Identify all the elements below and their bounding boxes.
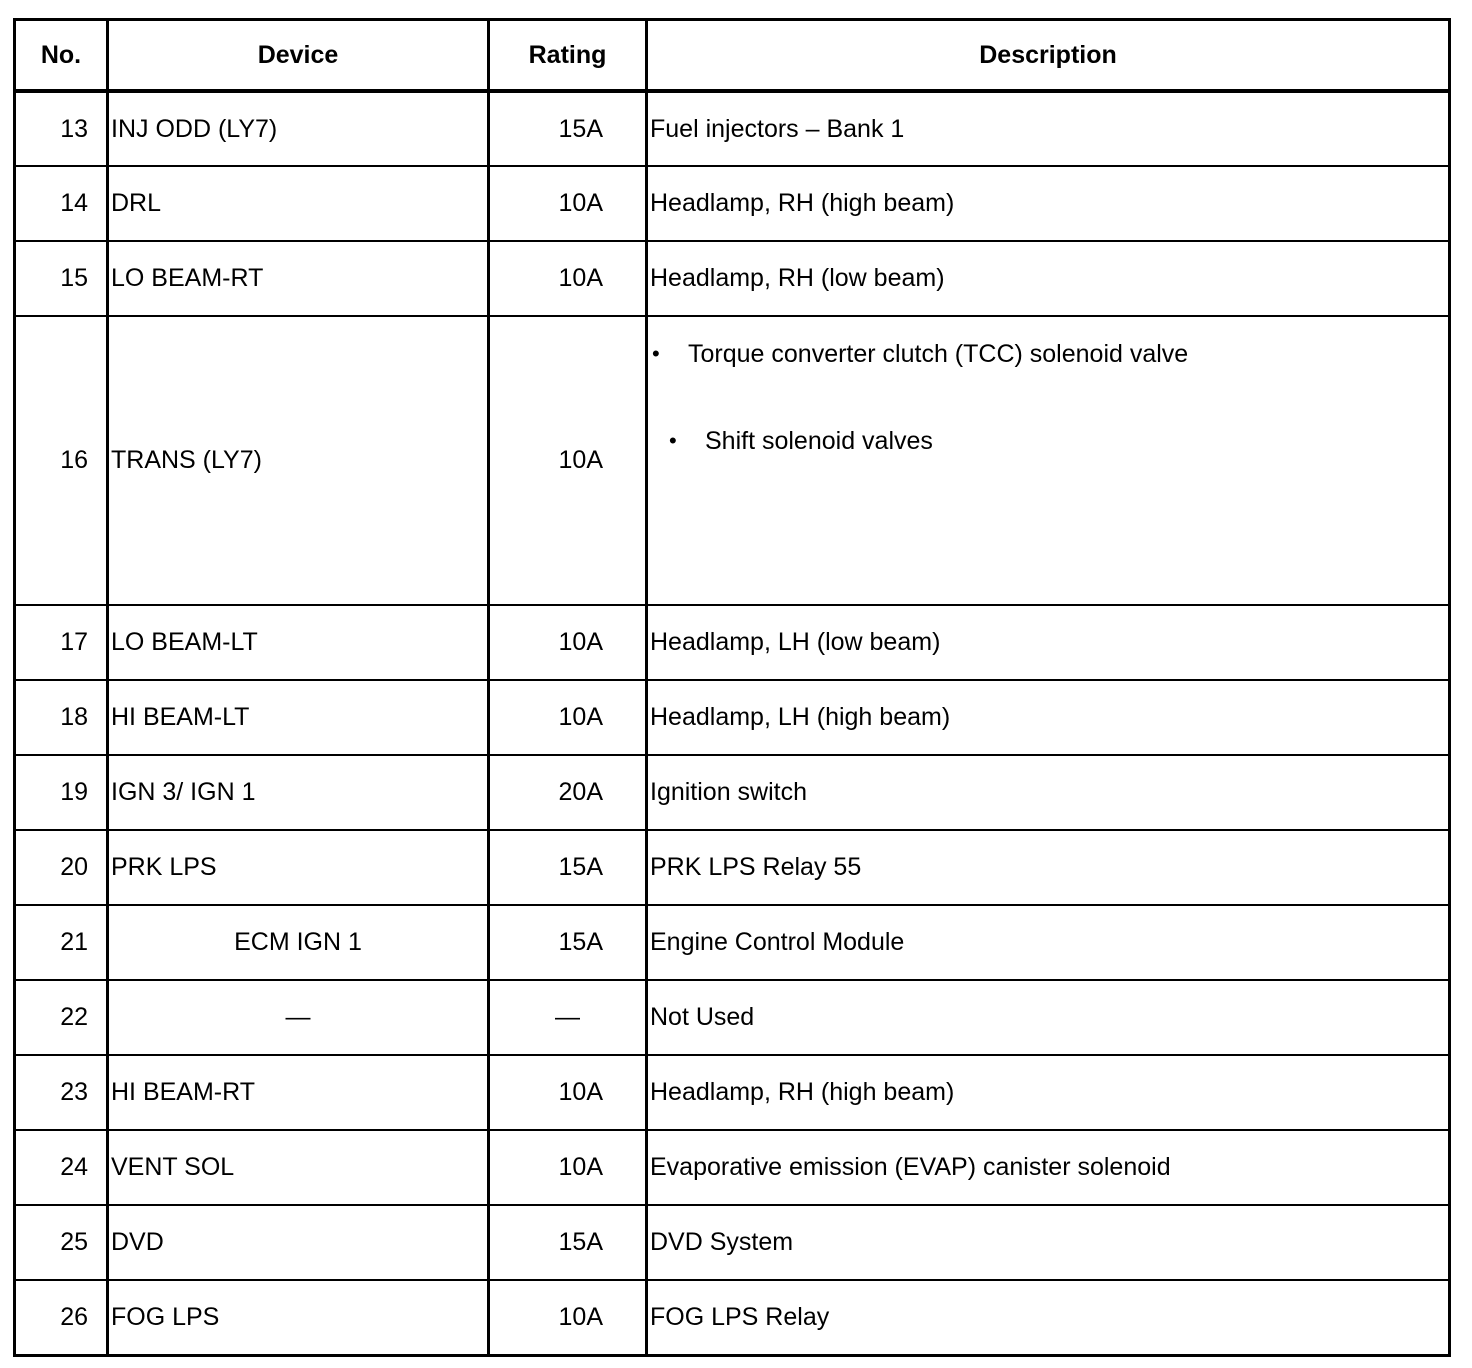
header-device: Device [108,20,489,92]
cell-rating: 10A [489,605,647,680]
header-row [15,20,1450,92]
cell-description: Headlamp, LH (high beam) [647,680,1450,755]
bullet-icon: • [669,428,677,453]
table-row [15,166,1450,241]
cell-description: Fuel injectors – Bank 1 [647,91,1450,166]
cell-description: DVD System [647,1205,1450,1280]
cell-description: Ignition switch [647,755,1450,830]
fuse-table [13,18,1451,1357]
cell-description: FOG LPS Relay [647,1280,1450,1355]
cell-device: — [108,980,489,1055]
cell-description: Headlamp, RH (high beam) [647,166,1450,241]
cell-device: TRANS (LY7) [108,316,489,605]
cell-device: ECM IGN 1 [108,905,489,980]
cell-no: 22 [15,980,108,1055]
cell-no: 17 [15,605,108,680]
header-no: No. [15,20,108,92]
table-row [15,905,1450,980]
bullet-icon: • [652,341,660,366]
cell-device: HI BEAM-RT [108,1055,489,1130]
cell-description-list [647,316,1450,605]
cell-rating: 10A [489,680,647,755]
cell-no: 16 [15,316,108,605]
cell-rating: — [489,980,647,1055]
cell-device: LO BEAM-RT [108,241,489,316]
table-row [15,1055,1450,1130]
cell-device: DRL [108,166,489,241]
cell-description: Not Used [647,980,1450,1055]
cell-no: 26 [15,1280,108,1355]
table-row [15,1280,1450,1355]
cell-rating: 15A [489,905,647,980]
cell-no: 24 [15,1130,108,1205]
cell-description: Headlamp, LH (low beam) [647,605,1450,680]
description-list-item [650,339,1448,369]
cell-device: HI BEAM-LT [108,680,489,755]
description-item-text: Torque converter clutch (TCC) solenoid valve [688,340,1189,368]
table-row [15,241,1450,316]
cell-rating: 10A [489,316,647,605]
cell-rating: 20A [489,755,647,830]
cell-no: 20 [15,830,108,905]
cell-rating: 10A [489,1280,647,1355]
table-row [15,1130,1450,1205]
cell-rating: 10A [489,1130,647,1205]
cell-rating: 10A [489,241,647,316]
cell-description: Evaporative emission (EVAP) canister solenoid [647,1130,1450,1205]
cell-description: Engine Control Module [647,905,1450,980]
table-row [15,91,1450,166]
cell-rating: 15A [489,830,647,905]
cell-device: INJ ODD (LY7) [108,91,489,166]
cell-description: Headlamp, RH (low beam) [647,241,1450,316]
header-description: Description [647,20,1450,92]
table-row [15,755,1450,830]
cell-no: 25 [15,1205,108,1280]
cell-description: PRK LPS Relay 55 [647,830,1450,905]
cell-no: 18 [15,680,108,755]
cell-device: LO BEAM-LT [108,605,489,680]
cell-device: FOG LPS [108,1280,489,1355]
description-list-item [650,426,1448,456]
cell-no: 13 [15,91,108,166]
cell-device: IGN 3/ IGN 1 [108,755,489,830]
cell-no: 21 [15,905,108,980]
cell-device: PRK LPS [108,830,489,905]
cell-rating: 10A [489,166,647,241]
table-row [15,316,1450,605]
cell-no: 14 [15,166,108,241]
table-row [15,980,1450,1055]
header-rating: Rating [489,20,647,92]
table-row [15,1205,1450,1280]
cell-rating: 15A [489,91,647,166]
cell-no: 19 [15,755,108,830]
cell-description: Headlamp, RH (high beam) [647,1055,1450,1130]
cell-no: 23 [15,1055,108,1130]
description-item-text: Shift solenoid valves [705,427,933,455]
cell-rating: 10A [489,1055,647,1130]
table-row [15,605,1450,680]
table-row [15,830,1450,905]
cell-device: VENT SOL [108,1130,489,1205]
cell-device: DVD [108,1205,489,1280]
cell-rating: 15A [489,1205,647,1280]
cell-no: 15 [15,241,108,316]
table-row [15,680,1450,755]
